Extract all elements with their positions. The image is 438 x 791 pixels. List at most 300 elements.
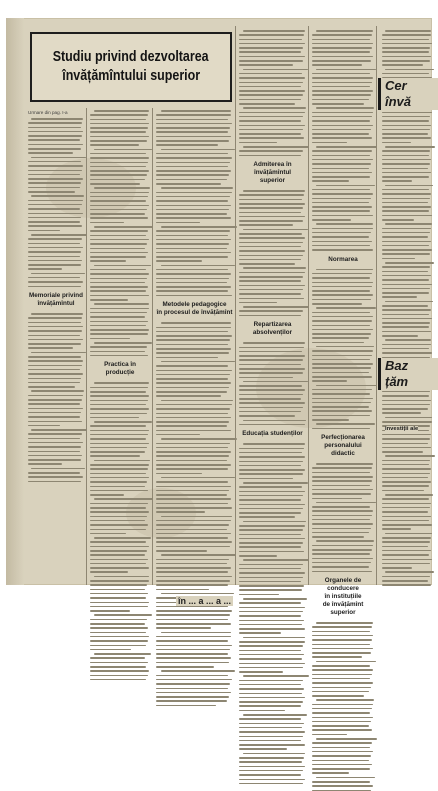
text-line [94, 498, 153, 500]
text-line [156, 162, 230, 164]
text-line [312, 665, 370, 667]
text-line [239, 602, 301, 604]
text-line [239, 731, 305, 733]
text-line [28, 122, 82, 124]
text-line [156, 331, 228, 333]
text-line [90, 183, 140, 185]
text-line [156, 327, 231, 329]
text-line [382, 129, 430, 131]
text-line [239, 112, 305, 114]
text-line [156, 700, 227, 702]
text-line [156, 136, 231, 138]
lead-in-text: Urmare din pag. I-a [28, 110, 68, 115]
text-line [239, 529, 303, 531]
text-line [94, 187, 150, 189]
text-line [312, 236, 369, 238]
text-line [239, 697, 305, 699]
text-line [90, 443, 149, 445]
text-line [90, 554, 145, 556]
text-line [385, 223, 432, 225]
text-line [28, 152, 73, 154]
text-line [239, 276, 303, 278]
text-line [312, 639, 372, 641]
text-line [156, 576, 232, 578]
text-line [28, 459, 81, 461]
text-line [239, 280, 301, 282]
text-line [156, 382, 231, 384]
text-line [312, 94, 371, 96]
text-line [28, 369, 80, 371]
text-line [316, 30, 373, 32]
text-line [385, 262, 434, 264]
text-line [161, 438, 237, 440]
text-line [28, 182, 81, 184]
section-heading-metodele: Metodele pedagogice în procesul de învățămînt [156, 301, 233, 317]
text-line [312, 249, 373, 251]
text-line [90, 273, 149, 275]
text-line [90, 256, 146, 258]
text-line [90, 580, 149, 582]
text-line [239, 359, 303, 361]
column-rule [235, 26, 236, 585]
text-line [316, 385, 377, 387]
text-line [312, 176, 370, 178]
text-line [312, 103, 364, 105]
text-line [239, 516, 295, 518]
text-line [312, 704, 373, 706]
text-line [382, 180, 412, 182]
text-line [28, 277, 80, 279]
text-line [90, 679, 146, 681]
text-line [90, 563, 146, 565]
text-line [385, 533, 432, 535]
text-line [94, 226, 153, 228]
text-line [28, 378, 81, 380]
text-line [382, 168, 428, 170]
text-line [316, 269, 373, 271]
text-line [28, 395, 83, 397]
text-line [94, 576, 150, 578]
text-line [90, 645, 146, 647]
text-line [312, 695, 364, 697]
text-line [156, 344, 228, 346]
text-line [239, 285, 305, 287]
text-line [90, 338, 130, 340]
text-line [239, 64, 293, 66]
text-line [385, 185, 433, 187]
text-line [382, 563, 430, 565]
text-line [90, 559, 148, 561]
text-line [90, 417, 139, 419]
text-line [312, 303, 362, 305]
text-line [239, 568, 301, 570]
text-line [239, 624, 302, 626]
text-line [90, 308, 149, 310]
text-line [156, 408, 230, 410]
text-line [382, 253, 430, 255]
text-line [312, 768, 370, 770]
text-line [90, 447, 147, 449]
text-line [90, 131, 146, 133]
text-line [312, 51, 370, 53]
text-line [156, 503, 228, 505]
right-subheading: Investiții ale [385, 426, 419, 432]
text-line [239, 47, 303, 49]
text-line [382, 503, 431, 505]
text-line [90, 511, 149, 513]
text-line [28, 335, 80, 337]
text-line [312, 626, 372, 628]
text-line [28, 326, 83, 328]
text-line [312, 472, 370, 474]
text-line [156, 273, 231, 275]
text-line [312, 545, 373, 547]
text-line [239, 534, 301, 536]
text-line [312, 43, 373, 45]
text-line [156, 443, 230, 445]
text-line [90, 248, 145, 250]
text-line [382, 485, 429, 487]
text-line [382, 507, 430, 509]
text-line [385, 339, 431, 341]
text-line [28, 161, 81, 163]
text-line [239, 551, 304, 553]
text-line [90, 438, 146, 440]
text-line [239, 757, 304, 759]
text-line [28, 347, 73, 349]
text-line [156, 571, 228, 573]
text-line [156, 425, 227, 427]
text-line [382, 314, 429, 316]
text-line [382, 524, 432, 526]
text-line [156, 486, 231, 488]
text-line [156, 567, 231, 569]
text-line [90, 162, 148, 164]
text-line [90, 494, 124, 496]
text-line [156, 157, 232, 159]
text-line [312, 155, 370, 157]
text-line [312, 669, 373, 671]
text-line [382, 232, 430, 234]
text-line [239, 142, 277, 144]
text-line [239, 250, 305, 252]
text-line [90, 333, 148, 335]
text-line [156, 490, 229, 492]
text-line [90, 503, 148, 505]
text-line [156, 239, 231, 241]
text-line [239, 289, 303, 291]
body-text-block [382, 30, 432, 586]
text-line [156, 524, 229, 526]
text-line [382, 511, 428, 513]
text-line [156, 563, 227, 565]
text-line [239, 233, 302, 235]
text-line [90, 670, 149, 672]
text-line [316, 185, 376, 187]
text-line [382, 438, 430, 440]
text-line [239, 43, 305, 45]
text-line [90, 477, 149, 479]
text-line [90, 486, 145, 488]
text-line [161, 187, 233, 189]
text-line [243, 342, 305, 344]
text-line [28, 208, 80, 210]
text-line [31, 429, 86, 431]
text-line [239, 94, 303, 96]
text-line [239, 402, 305, 404]
text-line [312, 725, 369, 727]
text-line [239, 620, 304, 622]
text-line [243, 443, 305, 445]
text-line [90, 619, 147, 621]
text-line [312, 168, 369, 170]
text-line [94, 110, 149, 112]
text-line [239, 220, 303, 222]
text-line [156, 679, 232, 681]
text-line [239, 641, 305, 643]
text-line [382, 541, 430, 543]
text-line [382, 460, 430, 462]
text-line [90, 243, 147, 245]
text-line [312, 333, 371, 335]
text-line [161, 400, 233, 402]
text-line [161, 632, 232, 634]
text-line [90, 481, 147, 483]
text-line [243, 714, 307, 716]
text-line [312, 219, 351, 221]
text-line [312, 99, 369, 101]
text-line [312, 198, 371, 200]
text-line [382, 60, 430, 62]
text-line [239, 774, 301, 776]
text-line [156, 119, 228, 121]
text-line [312, 523, 373, 525]
text-line [312, 60, 371, 62]
text-line [28, 330, 82, 332]
text-line [156, 507, 232, 509]
text-line [239, 86, 301, 88]
text-line [156, 335, 232, 337]
column-2 [90, 110, 150, 585]
text-line [156, 252, 231, 254]
text-line [90, 312, 147, 314]
text-line [239, 727, 302, 729]
text-line [90, 140, 147, 142]
text-line [382, 279, 429, 281]
text-line [239, 129, 303, 131]
text-line [239, 39, 302, 41]
text-line [239, 705, 301, 707]
text-line [312, 415, 370, 417]
text-line [156, 222, 200, 224]
text-line [156, 683, 230, 685]
text-line [90, 295, 149, 297]
text-line [239, 385, 302, 387]
body-text-block [28, 118, 84, 287]
text-line [312, 277, 370, 279]
text-line [312, 56, 373, 58]
text-line [312, 717, 373, 719]
text-line [312, 406, 369, 408]
text-line [243, 190, 305, 192]
text-line [239, 73, 302, 75]
column-4 [239, 30, 306, 585]
text-line [312, 558, 373, 560]
section-heading-normarea: Normarea [328, 255, 358, 263]
text-line [90, 239, 149, 241]
text-line [382, 305, 428, 307]
text-line [28, 472, 80, 474]
text-line [156, 464, 231, 466]
text-line [90, 455, 140, 457]
text-line [243, 637, 305, 639]
text-line [156, 131, 228, 133]
text-line [28, 225, 82, 227]
right-headline-2: Baz țăm [378, 358, 438, 390]
text-line [161, 149, 236, 151]
section-heading-admiterea: Admiterea în învățămîntul superior [253, 161, 292, 185]
text-line [312, 163, 371, 165]
text-line [382, 309, 431, 311]
text-line [239, 779, 305, 781]
text-line [382, 249, 432, 251]
text-line [156, 623, 231, 625]
text-line [312, 180, 349, 182]
text-line [156, 127, 230, 129]
text-line [312, 125, 373, 127]
text-line [239, 650, 301, 652]
text-line [312, 202, 369, 204]
text-line [161, 226, 237, 228]
text-line [156, 675, 228, 677]
text-line [239, 486, 302, 488]
text-line [243, 107, 306, 109]
text-line [239, 212, 301, 214]
text-line [312, 674, 372, 676]
section-heading-organele: Organele de conducere în instituțiile de învățămînt superior [322, 577, 364, 617]
text-line [316, 540, 374, 542]
text-line [161, 593, 234, 595]
text-line [382, 434, 431, 436]
text-line [382, 47, 430, 49]
text-line [312, 34, 372, 36]
body-text-block [90, 382, 150, 680]
text-line [382, 159, 431, 161]
text-line [239, 448, 304, 450]
text-line [161, 554, 236, 556]
text-line [90, 636, 149, 638]
text-line [243, 521, 306, 523]
text-line [156, 417, 231, 419]
text-line [382, 477, 428, 479]
text-line [156, 657, 231, 659]
text-line [239, 99, 301, 101]
text-line [312, 206, 372, 208]
text-line [312, 329, 373, 331]
text-line [312, 419, 349, 421]
text-line [243, 753, 305, 755]
text-line [28, 200, 83, 202]
text-line [385, 30, 431, 32]
text-line [90, 230, 148, 232]
text-line [28, 421, 82, 423]
text-line [156, 662, 229, 664]
text-line [382, 271, 428, 273]
body-text-block [239, 190, 306, 316]
text-line [382, 215, 432, 217]
text-line [90, 192, 149, 194]
text-line [312, 515, 372, 517]
text-line [382, 258, 415, 260]
text-line [312, 77, 373, 79]
text-line [382, 567, 412, 569]
text-line [312, 506, 370, 508]
text-line [239, 723, 304, 725]
text-line [312, 273, 372, 275]
text-line [239, 82, 303, 84]
text-line [90, 589, 145, 591]
text-line [312, 751, 373, 753]
text-line [312, 485, 370, 487]
text-line [239, 194, 304, 196]
text-line [239, 680, 303, 682]
text-line [312, 760, 369, 762]
text-line [156, 282, 227, 284]
text-line [385, 571, 434, 573]
text-line [156, 451, 231, 453]
text-line [239, 628, 305, 630]
text-line [28, 412, 81, 414]
text-line [312, 228, 373, 230]
text-line [239, 718, 301, 720]
text-line [156, 205, 231, 207]
text-line [312, 73, 370, 75]
text-line [28, 139, 80, 141]
text-line [239, 394, 303, 396]
text-line [156, 243, 229, 245]
text-line [312, 493, 371, 495]
text-line [28, 148, 81, 150]
text-line [239, 555, 277, 557]
text-line [312, 363, 373, 365]
text-line [94, 614, 153, 616]
text-line [28, 481, 81, 483]
text-line [28, 433, 82, 435]
text-line [382, 172, 431, 174]
text-line [312, 215, 373, 217]
text-line [382, 576, 430, 578]
text-line [382, 348, 429, 350]
text-line [156, 200, 228, 202]
body-text-block [312, 269, 374, 429]
text-line [156, 696, 229, 698]
text-line [28, 463, 62, 465]
text-line [239, 504, 305, 506]
text-line [382, 451, 423, 453]
text-line [156, 391, 227, 393]
text-line [90, 520, 145, 522]
text-line [316, 346, 374, 348]
body-text-block [312, 622, 374, 791]
text-line [239, 736, 303, 738]
text-line [312, 86, 370, 88]
text-line [90, 252, 148, 254]
text-line [382, 241, 431, 243]
text-line [312, 290, 370, 292]
text-line [239, 512, 301, 514]
section-heading-perfectionarea: Perfecționarea personalului didactic [321, 434, 365, 458]
text-line [90, 119, 146, 121]
